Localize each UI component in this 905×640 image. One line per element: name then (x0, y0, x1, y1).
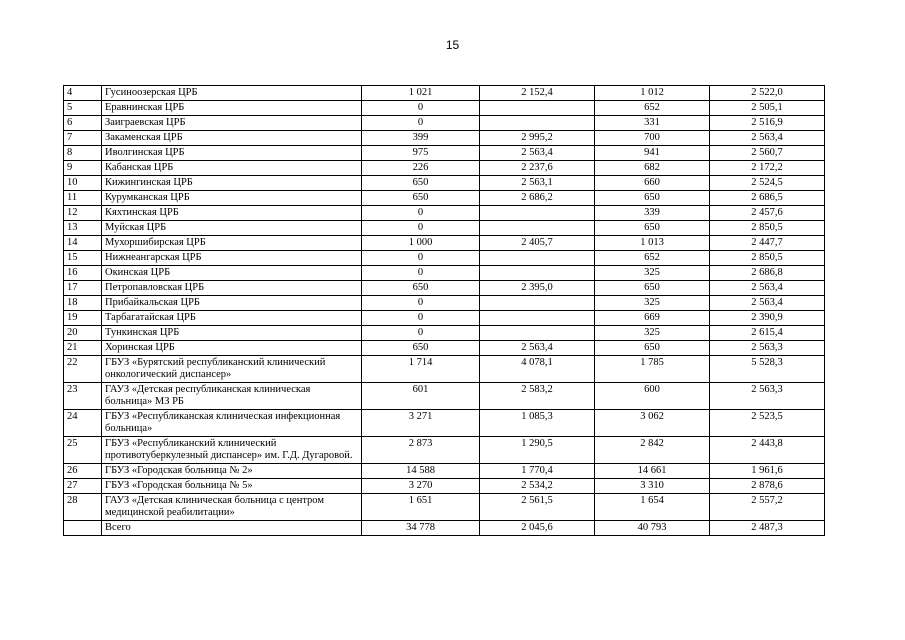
value-2-cell: 2 563,1 (480, 176, 595, 191)
value-3-cell: 331 (595, 116, 710, 131)
table-row (64, 266, 825, 281)
value-3-cell: 652 (595, 251, 710, 266)
value-2-cell: 2 152,4 (480, 86, 595, 101)
value-1-cell: 1 021 (362, 86, 480, 101)
table-row (64, 116, 825, 131)
row-number-cell (64, 521, 102, 536)
value-2-cell: 2 045,6 (480, 521, 595, 536)
value-2-cell: 4 078,1 (480, 356, 595, 383)
value-4-cell: 2 850,5 (710, 251, 825, 266)
table-row (64, 146, 825, 161)
institution-name-cell: Кижингинская ЦРБ (102, 176, 362, 191)
value-2-cell (480, 101, 595, 116)
value-4-cell: 2 686,5 (710, 191, 825, 206)
value-2-cell: 2 563,4 (480, 341, 595, 356)
value-3-cell: 650 (595, 341, 710, 356)
institution-name-cell: Прибайкальская ЦРБ (102, 296, 362, 311)
institution-name-cell: ГБУЗ «Городская больница № 2» (102, 464, 362, 479)
value-1-cell: 0 (362, 116, 480, 131)
value-2-cell: 1 085,3 (480, 410, 595, 437)
value-1-cell: 2 873 (362, 437, 480, 464)
value-3-cell: 669 (595, 311, 710, 326)
value-3-cell: 941 (595, 146, 710, 161)
value-4-cell: 2 563,4 (710, 281, 825, 296)
value-3-cell: 1 785 (595, 356, 710, 383)
value-2-cell (480, 116, 595, 131)
table-body (64, 86, 825, 536)
row-number-cell: 11 (64, 191, 102, 206)
value-3-cell: 660 (595, 176, 710, 191)
institution-name-cell: Гусиноозерская ЦРБ (102, 86, 362, 101)
table-row (64, 101, 825, 116)
table-row (64, 410, 825, 437)
institution-name-cell: Всего (102, 521, 362, 536)
value-1-cell: 399 (362, 131, 480, 146)
value-4-cell: 1 961,6 (710, 464, 825, 479)
institution-name-cell: ГБУЗ «Республиканская клиническая инфекционная больница» (102, 410, 362, 437)
table-row (64, 383, 825, 410)
value-2-cell: 2 583,2 (480, 383, 595, 410)
table-row (64, 521, 825, 536)
row-number-cell: 23 (64, 383, 102, 410)
row-number-cell: 20 (64, 326, 102, 341)
value-1-cell: 34 778 (362, 521, 480, 536)
row-number-cell: 9 (64, 161, 102, 176)
row-number-cell: 25 (64, 437, 102, 464)
table-row (64, 356, 825, 383)
value-1-cell: 650 (362, 341, 480, 356)
value-1-cell: 1 651 (362, 494, 480, 521)
value-1-cell: 1 714 (362, 356, 480, 383)
row-number-cell: 16 (64, 266, 102, 281)
value-2-cell (480, 221, 595, 236)
value-1-cell: 14 588 (362, 464, 480, 479)
institution-name-cell: Муйская ЦРБ (102, 221, 362, 236)
value-4-cell: 2 516,9 (710, 116, 825, 131)
institution-name-cell: Тункинская ЦРБ (102, 326, 362, 341)
value-4-cell: 2 686,8 (710, 266, 825, 281)
value-3-cell: 1 012 (595, 86, 710, 101)
row-number-cell: 7 (64, 131, 102, 146)
value-2-cell: 1 770,4 (480, 464, 595, 479)
table-row (64, 494, 825, 521)
institution-name-cell: Заиграевская ЦРБ (102, 116, 362, 131)
table-row (64, 326, 825, 341)
institution-name-cell: Окинская ЦРБ (102, 266, 362, 281)
value-3-cell: 650 (595, 191, 710, 206)
institution-name-cell: ГБУЗ «Республиканский клинический противотуберкулезный диспансер» им. Г.Д. Дугаровой. (102, 437, 362, 464)
table-row (64, 236, 825, 251)
value-3-cell: 600 (595, 383, 710, 410)
institution-name-cell: ГАУЗ «Детская клиническая больница с центром медицинской реабилитации» (102, 494, 362, 521)
table-row (64, 341, 825, 356)
row-number-cell: 22 (64, 356, 102, 383)
row-number-cell: 12 (64, 206, 102, 221)
value-4-cell: 2 850,5 (710, 221, 825, 236)
value-2-cell (480, 311, 595, 326)
value-3-cell: 325 (595, 296, 710, 311)
value-2-cell: 2 405,7 (480, 236, 595, 251)
table-row (64, 479, 825, 494)
row-number-cell: 27 (64, 479, 102, 494)
row-number-cell: 14 (64, 236, 102, 251)
row-number-cell: 26 (64, 464, 102, 479)
row-number-cell: 21 (64, 341, 102, 356)
institution-name-cell: ГБУЗ «Бурятский республиканский клинический онкологический диспансер» (102, 356, 362, 383)
value-2-cell: 2 534,2 (480, 479, 595, 494)
row-number-cell: 24 (64, 410, 102, 437)
row-number-cell: 19 (64, 311, 102, 326)
value-2-cell: 2 561,5 (480, 494, 595, 521)
table-row (64, 131, 825, 146)
value-4-cell: 5 528,3 (710, 356, 825, 383)
row-number-cell: 17 (64, 281, 102, 296)
value-3-cell: 1 013 (595, 236, 710, 251)
value-4-cell: 2 390,9 (710, 311, 825, 326)
value-1-cell: 0 (362, 206, 480, 221)
value-4-cell: 2 557,2 (710, 494, 825, 521)
value-1-cell: 650 (362, 191, 480, 206)
value-3-cell: 14 661 (595, 464, 710, 479)
institution-name-cell: ГБУЗ «Городская больница № 5» (102, 479, 362, 494)
value-1-cell: 3 270 (362, 479, 480, 494)
value-2-cell (480, 326, 595, 341)
value-4-cell: 2 443,8 (710, 437, 825, 464)
row-number-cell: 15 (64, 251, 102, 266)
row-number-cell: 6 (64, 116, 102, 131)
value-4-cell: 2 524,5 (710, 176, 825, 191)
value-3-cell: 325 (595, 266, 710, 281)
value-4-cell: 2 457,6 (710, 206, 825, 221)
row-number-cell: 10 (64, 176, 102, 191)
institution-name-cell: Кабанская ЦРБ (102, 161, 362, 176)
institution-name-cell: Петропавловская ЦРБ (102, 281, 362, 296)
institution-name-cell: Мухоршибирская ЦРБ (102, 236, 362, 251)
value-3-cell: 3 310 (595, 479, 710, 494)
value-4-cell: 2 172,2 (710, 161, 825, 176)
table-row (64, 161, 825, 176)
value-2-cell: 2 237,6 (480, 161, 595, 176)
value-4-cell: 2 505,1 (710, 101, 825, 116)
institution-name-cell: Курумканская ЦРБ (102, 191, 362, 206)
value-2-cell: 2 563,4 (480, 146, 595, 161)
value-3-cell: 1 654 (595, 494, 710, 521)
table-row (64, 311, 825, 326)
value-1-cell: 601 (362, 383, 480, 410)
value-1-cell: 1 000 (362, 236, 480, 251)
value-3-cell: 682 (595, 161, 710, 176)
value-3-cell: 339 (595, 206, 710, 221)
table-row (64, 176, 825, 191)
table-row (64, 86, 825, 101)
value-1-cell: 650 (362, 176, 480, 191)
value-1-cell: 226 (362, 161, 480, 176)
value-1-cell: 0 (362, 326, 480, 341)
value-1-cell: 0 (362, 101, 480, 116)
institution-name-cell: Хоринская ЦРБ (102, 341, 362, 356)
table-row (64, 296, 825, 311)
value-3-cell: 650 (595, 221, 710, 236)
page-number: 15 (445, 38, 460, 52)
value-2-cell: 2 395,0 (480, 281, 595, 296)
row-number-cell: 28 (64, 494, 102, 521)
value-1-cell: 650 (362, 281, 480, 296)
institution-name-cell: Тарбагатайская ЦРБ (102, 311, 362, 326)
value-3-cell: 652 (595, 101, 710, 116)
table-row (64, 206, 825, 221)
value-2-cell (480, 251, 595, 266)
value-1-cell: 3 271 (362, 410, 480, 437)
value-2-cell: 2 686,2 (480, 191, 595, 206)
row-number-cell: 4 (64, 86, 102, 101)
value-1-cell: 0 (362, 221, 480, 236)
institution-name-cell: Кяхтинская ЦРБ (102, 206, 362, 221)
value-3-cell: 325 (595, 326, 710, 341)
value-4-cell: 2 447,7 (710, 236, 825, 251)
value-4-cell: 2 563,3 (710, 341, 825, 356)
row-number-cell: 18 (64, 296, 102, 311)
value-2-cell (480, 296, 595, 311)
institution-name-cell: Еравнинская ЦРБ (102, 101, 362, 116)
value-3-cell: 650 (595, 281, 710, 296)
value-4-cell: 2 563,4 (710, 296, 825, 311)
institution-name-cell: Нижнеангарская ЦРБ (102, 251, 362, 266)
table-row (64, 221, 825, 236)
row-number-cell: 5 (64, 101, 102, 116)
institution-name-cell: ГАУЗ «Детская республиканская клиническая больница» МЗ РБ (102, 383, 362, 410)
value-4-cell: 2 487,3 (710, 521, 825, 536)
value-2-cell: 2 995,2 (480, 131, 595, 146)
value-1-cell: 0 (362, 266, 480, 281)
value-4-cell: 2 523,5 (710, 410, 825, 437)
row-number-cell: 13 (64, 221, 102, 236)
value-4-cell: 2 563,3 (710, 383, 825, 410)
value-4-cell: 2 522,0 (710, 86, 825, 101)
value-4-cell: 2 563,4 (710, 131, 825, 146)
value-2-cell (480, 206, 595, 221)
value-1-cell: 0 (362, 296, 480, 311)
data-table (63, 85, 825, 536)
value-1-cell: 0 (362, 311, 480, 326)
table-row (64, 281, 825, 296)
value-3-cell: 40 793 (595, 521, 710, 536)
value-4-cell: 2 878,6 (710, 479, 825, 494)
value-2-cell: 1 290,5 (480, 437, 595, 464)
institution-name-cell: Закаменская ЦРБ (102, 131, 362, 146)
value-3-cell: 2 842 (595, 437, 710, 464)
value-2-cell (480, 266, 595, 281)
value-4-cell: 2 560,7 (710, 146, 825, 161)
table-row (64, 191, 825, 206)
table-row (64, 464, 825, 479)
value-4-cell: 2 615,4 (710, 326, 825, 341)
value-3-cell: 3 062 (595, 410, 710, 437)
value-1-cell: 0 (362, 251, 480, 266)
table-row (64, 251, 825, 266)
institution-name-cell: Иволгинская ЦРБ (102, 146, 362, 161)
value-1-cell: 975 (362, 146, 480, 161)
row-number-cell: 8 (64, 146, 102, 161)
table-row (64, 437, 825, 464)
value-3-cell: 700 (595, 131, 710, 146)
